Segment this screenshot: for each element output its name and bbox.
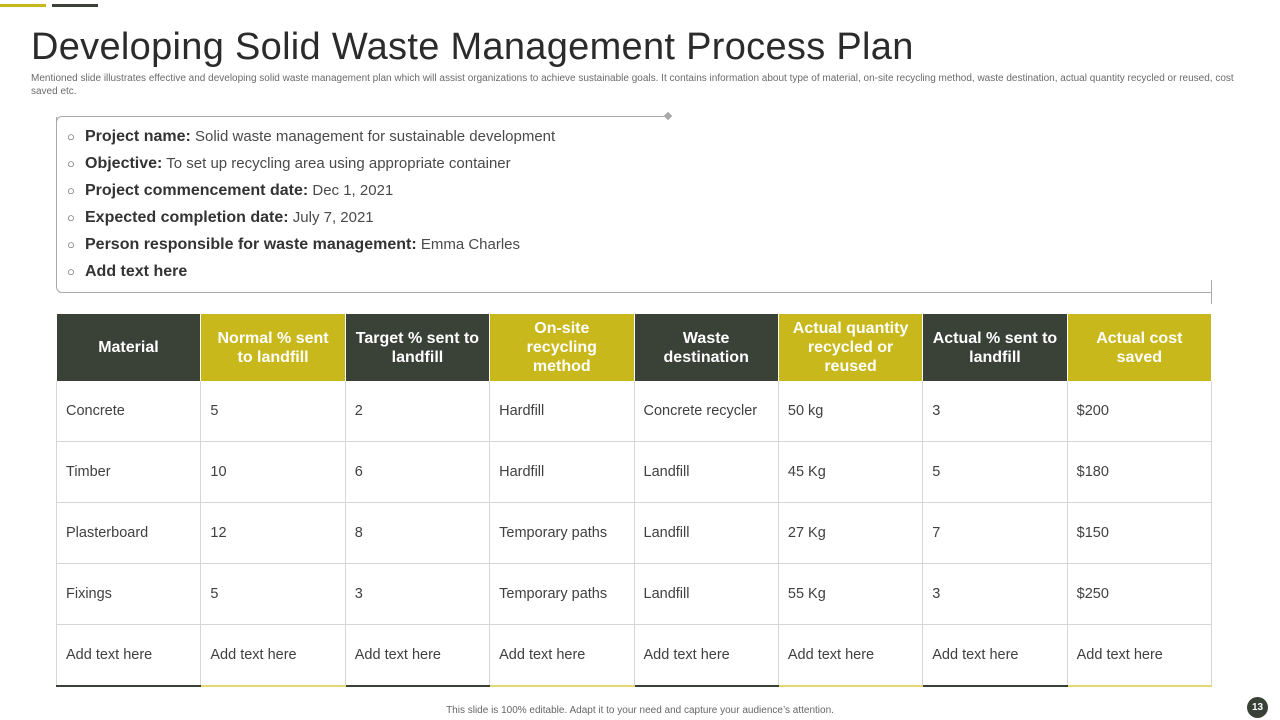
accent-bar-gold bbox=[0, 4, 46, 7]
header-normal-percent: Normal % sent to landfill bbox=[201, 314, 345, 381]
table-cell: 5 bbox=[201, 381, 345, 442]
table-row bbox=[57, 381, 1212, 442]
table-cell: 3 bbox=[923, 381, 1067, 442]
info-item-person-responsible bbox=[67, 235, 555, 262]
info-item-add-text bbox=[67, 262, 555, 289]
table-cell: Temporary paths bbox=[490, 503, 634, 564]
info-item-project-name bbox=[67, 127, 555, 154]
page-title: Developing Solid Waste Management Process Plan bbox=[31, 26, 914, 68]
info-item-objective bbox=[67, 154, 555, 181]
table-cell: Plasterboard bbox=[57, 503, 201, 564]
table-cell: 12 bbox=[201, 503, 345, 564]
table-row bbox=[57, 503, 1212, 564]
info-value: To set up recycling area using appropriate container bbox=[166, 155, 511, 172]
table-cell: $250 bbox=[1067, 564, 1211, 625]
table-row bbox=[57, 442, 1212, 503]
info-label: Project name: bbox=[85, 128, 191, 145]
info-value: Dec 1, 2021 bbox=[312, 182, 394, 199]
header-actual-percent: Actual % sent to landfill bbox=[923, 314, 1067, 381]
info-box-right-tick bbox=[1211, 280, 1212, 304]
table-cell: Add text here bbox=[634, 625, 778, 687]
table-cell: Landfill bbox=[634, 442, 778, 503]
table-cell: Landfill bbox=[634, 503, 778, 564]
table-row bbox=[57, 625, 1212, 687]
info-label: Add text here bbox=[85, 263, 188, 280]
table-cell: Fixings bbox=[57, 564, 201, 625]
table-cell: Hardfill bbox=[490, 381, 634, 442]
info-value: July 7, 2021 bbox=[292, 209, 374, 226]
header-waste-destination: Waste destination bbox=[634, 314, 778, 381]
table-cell: 3 bbox=[923, 564, 1067, 625]
bullet-circle-icon: ○ bbox=[67, 156, 75, 171]
table-cell: 8 bbox=[345, 503, 489, 564]
table-cell: Hardfill bbox=[490, 442, 634, 503]
page-subtitle: Mentioned slide illustrates effective and developing solid waste management plan which will assist organizations to achieve sustainable goals. It contains information about type of material, on-site recycling method, waste destination, actual quantity recycled or reused, cost saved etc. bbox=[31, 73, 1234, 97]
table-cell: Add text here bbox=[201, 625, 345, 687]
table-cell: 10 bbox=[201, 442, 345, 503]
header-cost-saved: Actual cost saved bbox=[1067, 314, 1211, 381]
table-cell: Concrete recycler bbox=[634, 381, 778, 442]
info-item-completion-date bbox=[67, 208, 555, 235]
table-cell: Add text here bbox=[345, 625, 489, 687]
table-cell: 5 bbox=[923, 442, 1067, 503]
table-cell: Add text here bbox=[923, 625, 1067, 687]
waste-plan-table bbox=[56, 314, 1212, 687]
table-cell: 7 bbox=[923, 503, 1067, 564]
table-cell: 50 kg bbox=[778, 381, 922, 442]
table-cell: Landfill bbox=[634, 564, 778, 625]
info-box-corner bbox=[56, 116, 66, 126]
table-cell: Concrete bbox=[57, 381, 201, 442]
table-cell: 2 bbox=[345, 381, 489, 442]
table-cell: Temporary paths bbox=[490, 564, 634, 625]
table-cell: $200 bbox=[1067, 381, 1211, 442]
info-value: Emma Charles bbox=[420, 236, 521, 253]
bullet-circle-icon: ○ bbox=[67, 237, 75, 252]
header-actual-quantity: Actual quantity recycled or reused bbox=[778, 314, 922, 381]
project-info-list bbox=[67, 127, 555, 289]
bullet-circle-icon: ○ bbox=[67, 210, 75, 225]
table-cell: 5 bbox=[201, 564, 345, 625]
header-material: Material bbox=[57, 314, 201, 381]
table-cell: 6 bbox=[345, 442, 489, 503]
project-info-box bbox=[56, 117, 1211, 293]
table-cell: Add text here bbox=[1067, 625, 1211, 687]
bullet-circle-icon: ○ bbox=[67, 129, 75, 144]
diamond-icon bbox=[664, 112, 672, 120]
footer-note: This slide is 100% editable. Adapt it to your need and capture your audience’s attention. bbox=[446, 705, 834, 716]
bullet-circle-icon: ○ bbox=[67, 183, 75, 198]
header-recycling-method: On-site recycling method bbox=[490, 314, 634, 381]
table-cell: $180 bbox=[1067, 442, 1211, 503]
table-cell: $150 bbox=[1067, 503, 1211, 564]
info-box-top-line bbox=[65, 116, 669, 117]
table-cell: 3 bbox=[345, 564, 489, 625]
page-number-badge: 13 bbox=[1247, 697, 1268, 718]
header-target-percent: Target % sent to landfill bbox=[345, 314, 489, 381]
table-cell: Timber bbox=[57, 442, 201, 503]
table-row bbox=[57, 564, 1212, 625]
table-cell: Add text here bbox=[57, 625, 201, 687]
table-cell: 27 Kg bbox=[778, 503, 922, 564]
info-item-commencement-date bbox=[67, 181, 555, 208]
table-header-row bbox=[57, 314, 1212, 381]
accent-bar-dark bbox=[52, 4, 98, 7]
table-cell: Add text here bbox=[778, 625, 922, 687]
info-label: Project commencement date: bbox=[85, 182, 309, 199]
table-cell: 45 Kg bbox=[778, 442, 922, 503]
info-value: Solid waste management for sustainable development bbox=[194, 128, 556, 145]
table-cell: Add text here bbox=[490, 625, 634, 687]
info-label: Person responsible for waste management: bbox=[85, 236, 417, 253]
bullet-circle-icon: ○ bbox=[67, 264, 75, 279]
table-cell: 55 Kg bbox=[778, 564, 922, 625]
info-label: Objective: bbox=[85, 155, 163, 172]
info-label: Expected completion date: bbox=[85, 209, 289, 226]
